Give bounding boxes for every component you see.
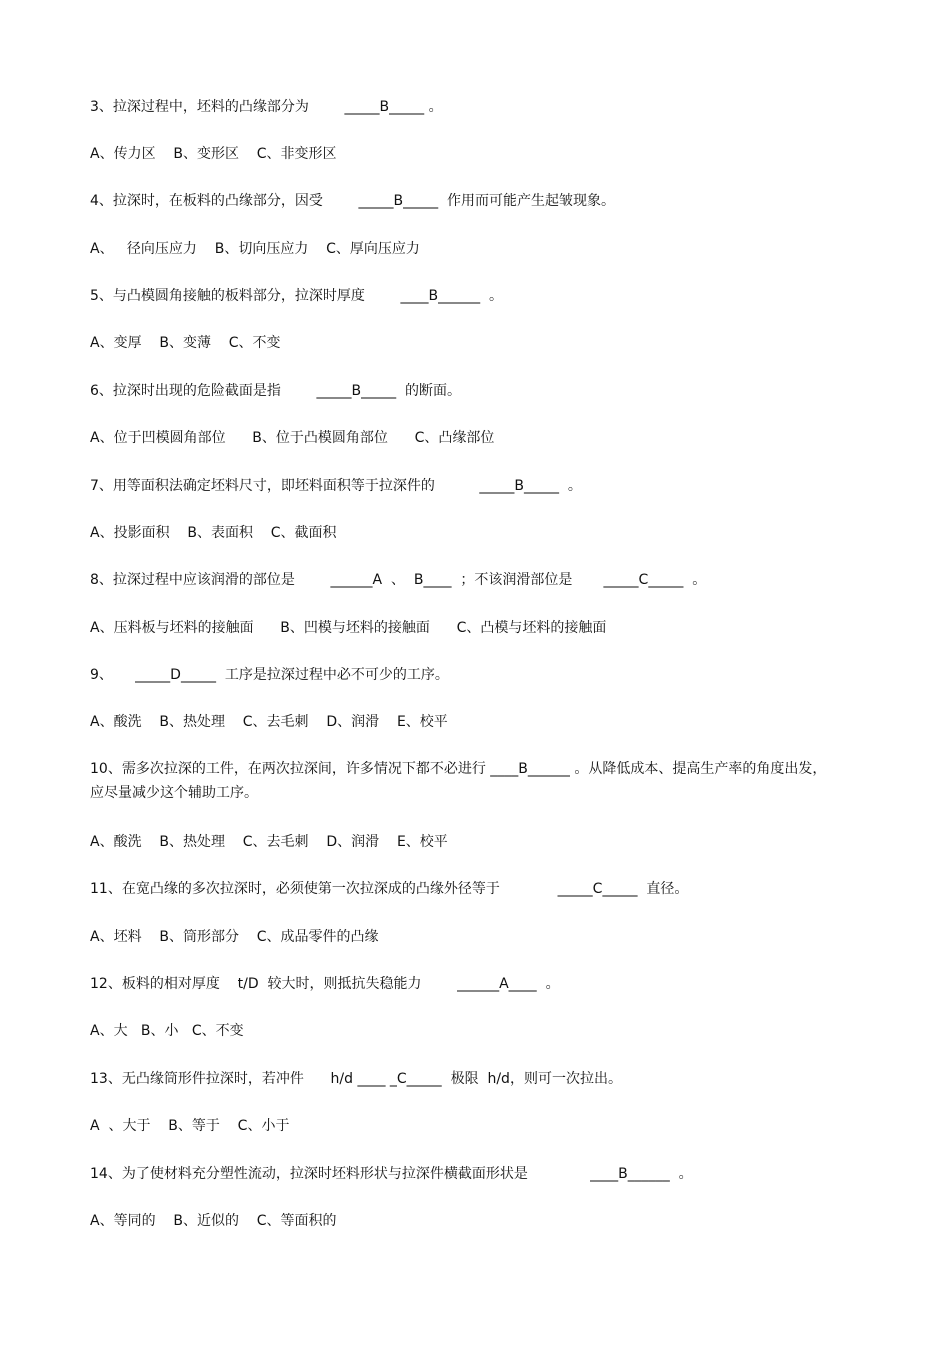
options-9: A、酸洗 B、热处理 C、去毛刺 D、润滑 E、校平 (90, 714, 448, 730)
options-6: A、位于凹模圆角部位 B、位于凸模圆角部位 C、凸缘部位 (90, 430, 495, 446)
options-4: A、 径向压应力 B、切向压应力 C、厚向压应力 (90, 241, 420, 257)
question-13: 13、无凸缘筒形件拉深时，若冲件 h/d ____ _C_____ 极限 h/d，则可一次拉出。 (90, 1071, 622, 1087)
question-9: 9、 _____D_____ 工序是拉深过程中必不可少的工序。 (90, 667, 449, 683)
options-13: A 、大于 B、等于 C、小于 (90, 1118, 290, 1134)
options-12: A、大 B、小 C、不变 (90, 1023, 244, 1039)
question-12: 12、板料的相对厚度 t/D 较大时，则抵抗失稳能力 ______A____ 。 (90, 976, 560, 992)
question-3: 3、拉深过程中，坯料的凸缘部分为 _____B_____ 。 (90, 99, 443, 115)
question-7: 7、用等面积法确定坯料尺寸，即坯料面积等于拉深件的 _____B_____ 。 (90, 478, 582, 494)
options-3: A、传力区 B、变形区 C、非变形区 (90, 146, 337, 162)
options-14: A、等同的 B、近似的 C、等面积的 (90, 1213, 337, 1229)
question-5: 5、与凸模圆角接触的板料部分，拉深时厚度 ____B______ 。 (90, 288, 504, 304)
question-10: 10、需多次拉深的工件，在两次拉深间，许多情况下都不必进行 ____B______ 。从降低成本、提高生产率的角度出发，应尽量减少这个辅助工序。 (90, 761, 827, 801)
question-8: 8、拉深过程中应该润滑的部位是 ______A 、 B____ ；不该润滑部位是 _____C_____ 。 (90, 572, 707, 588)
options-10: A、酸洗 B、热处理 C、去毛刺 D、润滑 E、校平 (90, 834, 448, 850)
options-8: A、压料板与坯料的接触面 B、凹模与坯料的接触面 C、凸模与坯料的接触面 (90, 620, 607, 636)
options-11: A、坯料 B、筒形部分 C、成品零件的凸缘 (90, 929, 379, 945)
question-4: 4、拉深时，在板料的凸缘部分，因受 _____B_____ 作用而可能产生起皱现象。 (90, 193, 616, 209)
options-7: A、投影面积 B、表面积 C、截面积 (90, 525, 337, 541)
question-14: 14、为了使材料充分塑性流动，拉深时坯料形状与拉深件横截面形状是 ____B______ 。 (90, 1166, 693, 1182)
question-11: 11、在宽凸缘的多次拉深时，必须使第一次拉深成的凸缘外径等于 _____C_____ 直径。 (90, 881, 689, 897)
options-5: A、变厚 B、变薄 C、不变 (90, 335, 281, 351)
question-6: 6、拉深时出现的危险截面是指 _____B_____ 的断面。 (90, 383, 462, 399)
